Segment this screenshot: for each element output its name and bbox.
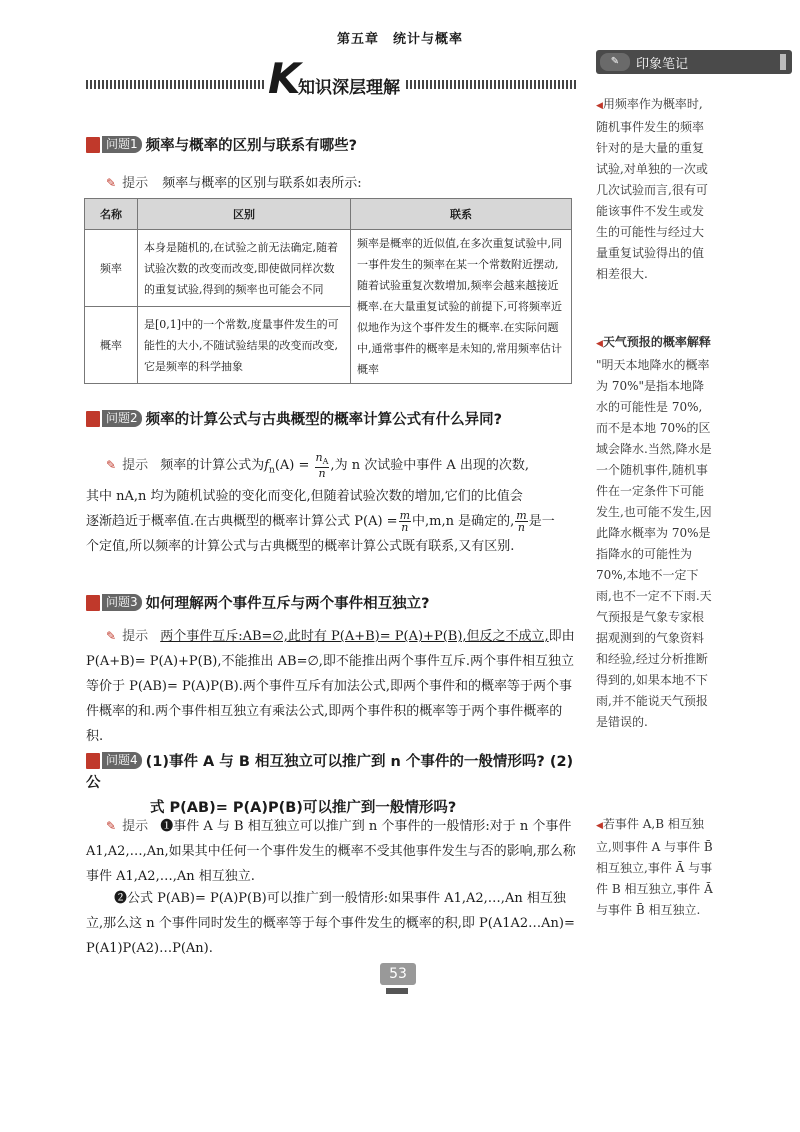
- page-number: 53: [380, 963, 416, 985]
- q2-text: 中,m,n 是确定的,: [412, 513, 515, 529]
- banner-dotline-right: [406, 80, 578, 89]
- side-note-text: "明天本地降水的概率为 70%"是指本地降水的可能性是 70%,而不是本地 70%的区域会降水.当然,降水是一个随机事件,随机事件在一定条件下可能发生,也可能不发生,因此降水概率为 70%是指降水的可能性为 70%,本地不一定下雨,也不一定不下雨.天气预报是气象专家根据观测到的气象资料和经验,经过分析推断得到的,如果本地不下雨,并不能说天气预报是错误的.: [596, 358, 712, 729]
- frac-num: n: [315, 451, 323, 464]
- fraction-na-n: [315, 452, 330, 479]
- q4-body-1: [86, 814, 578, 889]
- triangle-bullet-icon: ◀: [596, 101, 603, 111]
- q2-line-1: [86, 452, 578, 484]
- question-tag: 问题1: [102, 136, 142, 153]
- question-1-heading: [86, 134, 357, 155]
- side-note-text: 用频率作为概率时,随机事件发生的频率针对的是大量的重复试验,对单独的一次或几次试验而言,很有可能该事件不发生或发生的可能性与经过大量重复试验得出的值相差很大.: [596, 97, 708, 281]
- question-title-line-1: (1)事件 A 与 B 相互独立可以推广到 n 个事件的一般情形吗? (2)公: [86, 754, 574, 791]
- hint-label: 提示: [122, 819, 149, 834]
- question-title: 如何理解两个事件互斥与两个事件相互独立?: [145, 596, 430, 612]
- sidebar-header-bar: [780, 54, 786, 70]
- question-title: 频率的计算公式与古典概型的概率计算公式有什么异同?: [145, 412, 503, 428]
- question-3-heading: [86, 592, 430, 613]
- frac-num: m: [516, 508, 527, 522]
- row-link: 频率是概率的近似值,在多次重复试验中,同一事件发生的频率在某一个常数附近摆动,随着试验重复次数增加,频率会越来越接近概率.在大量重复试验的前提下,可将频率近似地作为这个事件发生的概率.在实际问题中,通常事件的概率是未知的,常用频率估计概率: [351, 230, 572, 384]
- question-tag: 问题3: [102, 594, 142, 611]
- question-4-heading: [86, 750, 582, 817]
- book-icon: [86, 595, 100, 611]
- frac-num: m: [399, 508, 411, 522]
- q2-text: 频率的计算公式为: [160, 458, 265, 474]
- q2-text: 逐渐趋近于概率值.在古典概型的概率计算公式 P(A) =: [86, 513, 398, 529]
- frac-num-sub: A: [322, 457, 329, 467]
- banner-dotline-left: [86, 80, 266, 89]
- q1-hint: [106, 172, 362, 191]
- question-tag: 问题4: [102, 752, 142, 769]
- banner-k-glyph: K: [268, 54, 301, 103]
- pencil-icon: ✎: [106, 176, 117, 190]
- pencil-icon: ✎: [106, 629, 117, 643]
- q2-body: [86, 452, 578, 559]
- side-note-2: [596, 332, 714, 733]
- table-header-link: 联系: [351, 199, 572, 230]
- q3-body: [86, 624, 578, 749]
- q2-line-3: [86, 509, 578, 534]
- triangle-bullet-icon: ◀: [596, 821, 603, 831]
- book-icon: [86, 753, 100, 769]
- question-2-heading: [86, 408, 502, 429]
- book-icon: [86, 137, 100, 153]
- side-note-1: [596, 94, 714, 285]
- page-number-tick: [386, 988, 408, 994]
- fraction-m-n: [399, 510, 411, 533]
- book-icon: [86, 411, 100, 427]
- frac-den: n: [318, 467, 326, 481]
- q2-text: 为 n 次试验中事件 A 出现的次数,: [334, 458, 529, 474]
- table-header-name: 名称: [85, 199, 138, 230]
- pencil-icon: ✎: [106, 819, 117, 833]
- question-title-line-2: 式 P(AB)= P(A)P(B)可以推广到一般情形吗?: [150, 800, 457, 816]
- q4-point-1: ❶事件 A 与 B 相互独立可以推广到 n 个事件的一般情形:对于 n 个事件 A1,A2,…,An,如果其中任何一个事件发生的概率不受其他事件发生与否的影响,那么称事件 A1,A2,…,An 相互独立.: [86, 819, 576, 884]
- frac-den: n: [517, 520, 526, 534]
- q3-text: 即由 P(A+B)= P(A)+P(B),不能推出 AB=∅,即不能推出两个事件互斥.两个事件相互独立等价于 P(AB)= P(A)P(B).两个事件互斥有加法公式,即两个事件和的概率等于两个事件概率的和.两个事件相互独立有乘法公式,即两个事件积的概率等于两个事件概率的积.: [86, 629, 575, 744]
- frac-den: n: [401, 520, 409, 534]
- fraction-m-n-2: [515, 510, 527, 533]
- question-tag: 问题2: [102, 410, 142, 427]
- row-diff: 是[0,1]中的一个常数,度量事件发生的可能性的大小,不随试验结果的改变而改变,它是频率的科学抽象: [138, 307, 351, 384]
- formula-f-sub: n: [269, 465, 275, 476]
- side-note-3: [596, 814, 714, 921]
- q2-line-4: 个定值,所以频率的计算公式与古典概型的概率计算公式既有联系,又有区别.: [86, 538, 515, 554]
- table-header-diff: 区别: [138, 199, 351, 230]
- comparison-table: [84, 198, 572, 384]
- pencil-icon: ✎: [106, 458, 117, 473]
- question-title: 频率与概率的区别与联系有哪些?: [145, 138, 358, 154]
- row-name: 频率: [85, 230, 138, 307]
- table-row: [85, 230, 572, 307]
- sidebar-header: [596, 50, 792, 74]
- side-note-title: 天气预报的概率解释: [602, 335, 711, 349]
- note-icon: ✎: [600, 53, 630, 71]
- hint-label: 提示: [122, 176, 149, 191]
- q2-text: 是一: [528, 513, 555, 529]
- formula-f: f: [264, 458, 270, 474]
- q4-point-2: ❷公式 P(AB)= P(A)P(B)可以推广到一般情形:如果事件 A1,A2,…,An 相互独立,那么这 n 个事件同时发生的概率等于每个事件发生的概率的积,即 P(A1A2…An)= P(A1)P(A2)…P(An).: [86, 891, 575, 956]
- formula-arg: (A) =: [274, 458, 310, 474]
- hint-label: 提示: [122, 458, 149, 474]
- hint-text: 频率与概率的区别与联系如表所示:: [162, 176, 362, 191]
- q3-underlined-text: 两个事件互斥:AB=∅,此时有 P(A+B)= P(A)+P(B),但反之不成立,: [160, 629, 549, 644]
- triangle-bullet-icon: ◀: [596, 339, 603, 349]
- side-note-text: 若事件 A,B 相互独立,则事件 A 与事件 B̄ 相互独立,事件 Ā 与事件 B 相互独立,事件 Ā 与事件 B̄ 相互独立.: [596, 817, 713, 917]
- hint-label: 提示: [122, 629, 149, 644]
- sidebar-title: 印象笔记: [636, 57, 689, 72]
- q2-text: ,: [330, 458, 335, 474]
- row-diff: 本身是随机的,在试验之前无法确定,随着试验次数的改变而改变,即使做同样次数的重复试验,得到的频率也可能会不同: [138, 230, 351, 307]
- q2-line-2: 其中 nA,n 均为随机试验的变化而变化,但随着试验次数的增加,它们的比值会: [86, 488, 523, 504]
- chapter-header: 第五章 统计与概率: [336, 32, 463, 47]
- section-banner-title: 知识深层理解: [298, 78, 400, 98]
- row-name: 概率: [85, 307, 138, 384]
